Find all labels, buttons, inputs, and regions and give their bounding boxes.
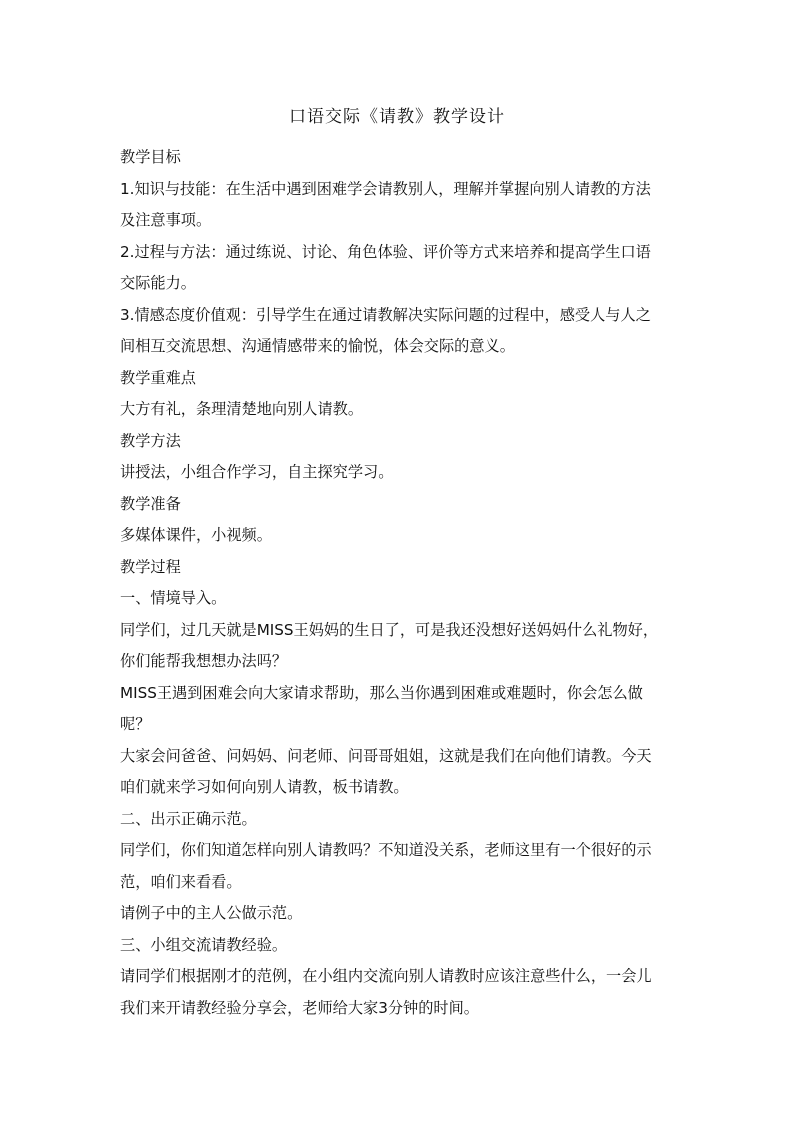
section-heading-key-points: 教学重难点	[120, 368, 196, 387]
paragraph-line: 请例子中的主人公做示范。	[120, 904, 303, 922]
paragraph-line: 讲授法，小组合作学习，自主探究学习。	[120, 463, 394, 481]
section-heading-preparation: 教学准备	[120, 494, 181, 513]
paragraph-line: 2.过程与方法：通过练说、讨论、角色体验、评价等方式来培养和提高学生口语	[120, 242, 651, 261]
paragraph-line: 间相互交流思想、沟通情感带来的愉悦，体会交际的意义。	[120, 337, 515, 355]
paragraph-line: 请同学们根据刚才的范例，在小组内交流向别人请教时应该注意些什么，一会儿	[120, 967, 652, 985]
section-heading-methods: 教学方法	[120, 431, 181, 450]
paragraph-line: 你们能帮我想想办法吗？	[120, 652, 288, 670]
paragraph-line: 多媒体课件，小视频。	[120, 526, 272, 544]
paragraph-line: 同学们，过几天就是MISS王妈妈的生日了，可是我还没想好送妈妈什么礼物好，	[120, 620, 659, 639]
paragraph-line: 1.知识与技能：在生活中遇到困难学会请教别人，理解并掌握向别人请教的方法	[120, 179, 651, 198]
paragraph-line: 同学们，你们知道怎样向别人请教吗？不知道没关系，老师这里有一个很好的示	[120, 841, 652, 859]
paragraph-line: 呢？	[120, 715, 151, 733]
paragraph-line: 我们来开请教经验分享会，老师给大家3分钟的时间。	[120, 998, 479, 1017]
paragraph-line: 大家会问爸爸、问妈妈、问老师、问哥哥姐姐，这就是我们在向他们请教。今天	[120, 746, 652, 765]
section-heading-objectives: 教学目标	[120, 148, 181, 166]
paragraph-line: 3.情感态度价值观：引导学生在通过请教解决实际问题的过程中，感受人与人之	[120, 305, 651, 324]
document-body	[120, 142, 678, 1024]
document-title: 口语交际《请教》教学设计	[289, 107, 505, 127]
paragraph-line: 及注意事项。	[120, 211, 212, 229]
paragraph-line: 咱们就来学习如何向别人请教，板书请教。	[120, 778, 409, 796]
step-heading: 一、情境导入。	[120, 589, 227, 607]
paragraph-line: 交际能力。	[120, 274, 196, 292]
paragraph-line: 大方有礼，条理清楚地向别人请教。	[120, 400, 363, 418]
step-heading: 二、出示正确示范。	[120, 809, 257, 828]
paragraph-line: 范，咱们来看看。	[120, 872, 242, 891]
section-heading-process: 教学过程	[120, 557, 181, 576]
step-heading: 三、小组交流请教经验。	[120, 935, 288, 954]
paragraph-line: MISS王遇到困难会向大家请求帮助，那么当你遇到困难或难题时，你会怎么做	[120, 683, 643, 702]
